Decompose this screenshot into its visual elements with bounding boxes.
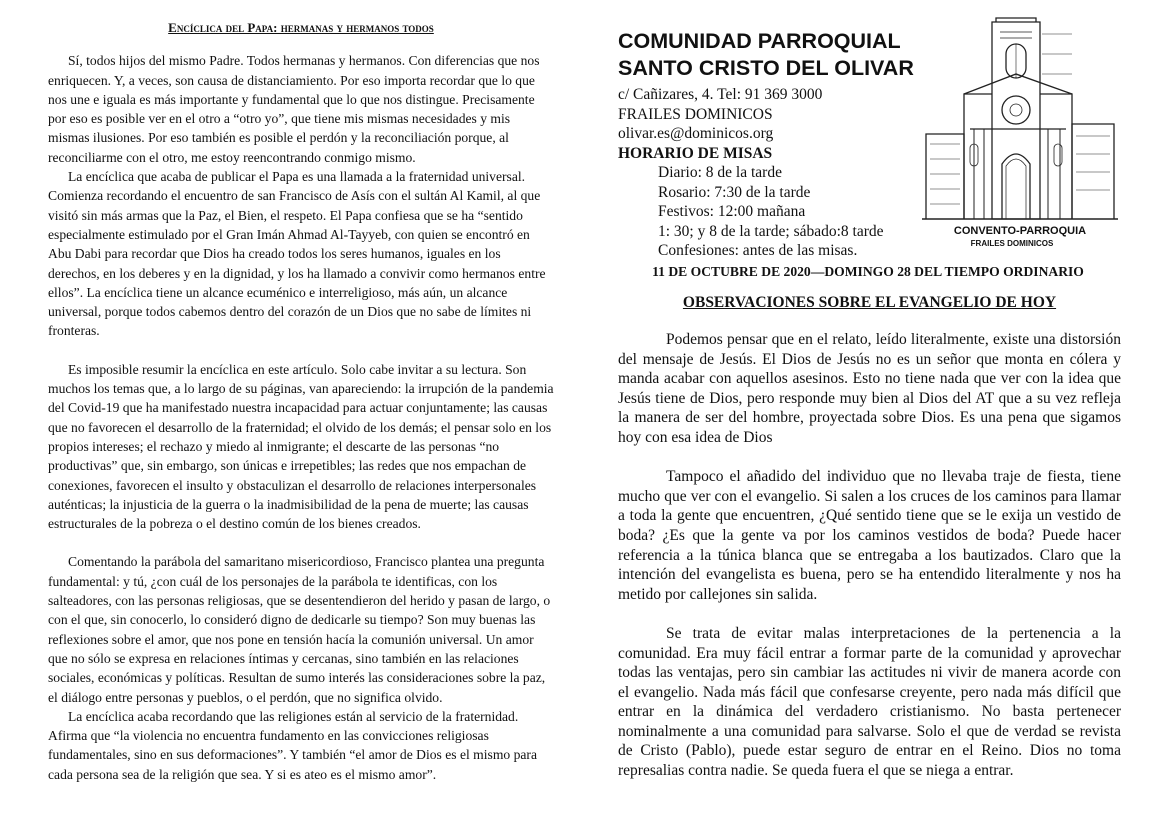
mass-time: Diario: 8 de la tarde [658,164,782,181]
encyclical-article [48,18,554,784]
parish-order: FRAILES DOMINICOS [618,105,773,123]
mass-time: 1: 30; y 8 de la tarde; sábado:8 tarde [658,222,884,240]
church-illustration [922,14,1118,254]
liturgical-date: 11 DE OCTUBRE DE 2020—DOMINGO 28 DEL TIEMPO ORDINARIO [652,264,1084,279]
observation-paragraph: Podemos pensar que en el relato, leído literalmente, existe una distorsión del mensaje de Jesús. El Dios de Jesús no es un señor que monta en cólera y manda acabar con aquellos asesinos. Esto no tiene nada que ver con la idea que Jesús tiene de Dios, pero responde muy bien al Dios del AT que a su vez refleja la manera de ser del hombre, proyectada sobre Dios. Es una pena que sigamos hoy con esa idea de Dios [618,331,1121,446]
encyclical-paragraph: La encíclica que acaba de publicar el Papa es una llamada a la fraternidad universal. Comienza recordando el encuentro de san Francisco de Asís con el sultán Al Kamil, al que visitó sin más armas que la Paz, el Bien, el respeto. El Papa confiesa que se ha “sentido especialmente estimulado por el Gran Imán Ahmad Al-Tayyeb, con quien se encontró en Abu Dabi para recordar que Dios ha creado todos los seres humanos, iguales en los derechos, en los deberes y en la dignidad, y los ha llamado a convivir como hermanos entre ellos”. La encíclica tiene un alcance ecuménico e interreligioso, más aún, un alcance universal, porque todos cabemos dentro del corazón de un Dios que no sabe de límites ni fronteras. [48,169,546,339]
mass-time: Confesiones: antes de las misas. [658,242,858,259]
mass-schedule-heading: HORARIO DE MISAS [618,144,773,162]
encyclical-title: Encíclica del Papa: hermanas y hermanos todos [168,20,434,35]
mass-time: Festivos: 12:00 mañana [658,203,806,220]
image-caption-convent: CONVENTO-PARROQUIA [953,225,1087,237]
gospel-observations-title: OBSERVACIONES SOBRE EL EVANGELIO DE HOY [682,294,1057,311]
observation-paragraph: Se trata de evitar malas interpretaciones de la pertenencia a la comunidad. Era muy fácil entrar a formar parte de la comunidad y aprovechar todas las ventajas, pero sin cambiar las actitudes ni vivir de manera acorde con el evangelio. Nada más fácil que confesarse creyente, pero nada más difícil que entrar en la dinámica del verdadero cristianismo. No basta pertenecer nominalmente a una comunidad para salvarse. Solo el que de verdad se revista de Cristo (Pablo), puede estar seguro de entrar en el Reino. Dios no toma represalias contra nadie. Se queda fuera el que se niega a entrar. [618,624,1121,780]
parish-name-line2: SANTO CRISTO DEL OLIVAR [618,56,914,80]
observation-paragraph: Tampoco el añadido del individuo que no llevaba traje de fiesta, tiene mucho que ver con el evangelio. Si salen a los cruces de los caminos para llamar a toda la gente que encuentren, ¿Qué sentido tiene que se le exija un vestido de boda? ¿Es que la gente va por los caminos vestidos de boda? Puede hacer referencia a la túnica blanca que se entregaba a los bautizados. Claro que la intención del evangelista es buena, pero se ha entendido literalmente y nos ha metido por callejones sin salida. [618,468,1121,603]
image-caption-friars: FRAILES DOMINICOS [970,239,1054,248]
mass-time: Rosario: 7:30 de la tarde [658,183,811,201]
parish-name-line1: COMUNIDAD PARROQUIAL [618,29,901,53]
parish-address: c/ Cañizares, 4. Tel: 91 369 3000 [618,86,823,103]
encyclical-paragraph: Es imposible resumir la encíclica en este artículo. Solo cabe invitar a su lectura. Son muchos los temas que, a lo largo de su páginas, van apareciendo: la irrupción de la pandemia del Covid-19 que ha manifestado nuestra incapacidad para actuar conjuntamente; las causas que no favorecen el desarrollo de la fraternidad; el olvido de los demás; el pensar solo en los propios intereses; el rechazo y miedo al inmigrante; el descarte de las personas “no productivas” que, sin embargo, son únicas e irrepetibles; las redes que nos empachan de conexiones, favorecen el insulto y obstaculizan el desarrollo de relaciones interpersonales auténticas; la injusticia de la guerra o la inadmisibilidad de la pena de muerte; las causas estructurales de la pobreza o el destino común de los bienes creados. [48,361,554,532]
parish-email: olivar.es@dominicos.org [618,125,774,142]
encyclical-paragraph: Sí, todos hijos del mismo Padre. Todos hermanas y hermanos. Con diferencias que nos enriquecen. Y, a veces, son causa de distanciamiento. Por eso importa recordar que lo que nos une e iguala es más importante y fundamental que lo que nos distingue. Precisamente por eso es posible ver en el otro a “otro yo”, que tiene mis mismas necesidades y mis mismas ilusiones. Por eso también es posible el perdón y la reconciliación porque, al reconciliarme con el otro, me estoy reencontrando conmigo mismo. [48,53,540,165]
gospel-observations [618,330,1121,781]
encyclical-paragraph: La encíclica acaba recordando que las religiones están al servicio de la fraternidad. Afirma que “la violencia no encuentra fundamento en las convicciones religiosas fundamentales, sino en sus deformaciones”. Y también “el amor de Dios es el mismo para cada persona sea de la religión que sea. Y si es ateo es el mismo amor”. [48,708,537,782]
encyclical-paragraph: Comentando la parábola del samaritano misericordioso, Francisco plantea una pregunta fundamental: y tú, ¿con cuál de los personajes de la parábola te identificas, con los salteadores, con las personas religiosas, que se desentendieron del herido y pasan de largo, o con el que, sin conocerlo, lo consideró digno de dedicarle su tiempo? Son muy buenas las reflexiones sobre el amor, que nos pone en tensión hacía la comunión universal. Un amor que no sólo se expresa en relaciones íntimas y cercanas, sino también en las relaciones sociales, económicas y políticas. Resultan de sumo interés las consideraciones sobre la paz, el diálogo entre personas y pueblos, o el perdón, que no significa olvido. [48,554,551,705]
